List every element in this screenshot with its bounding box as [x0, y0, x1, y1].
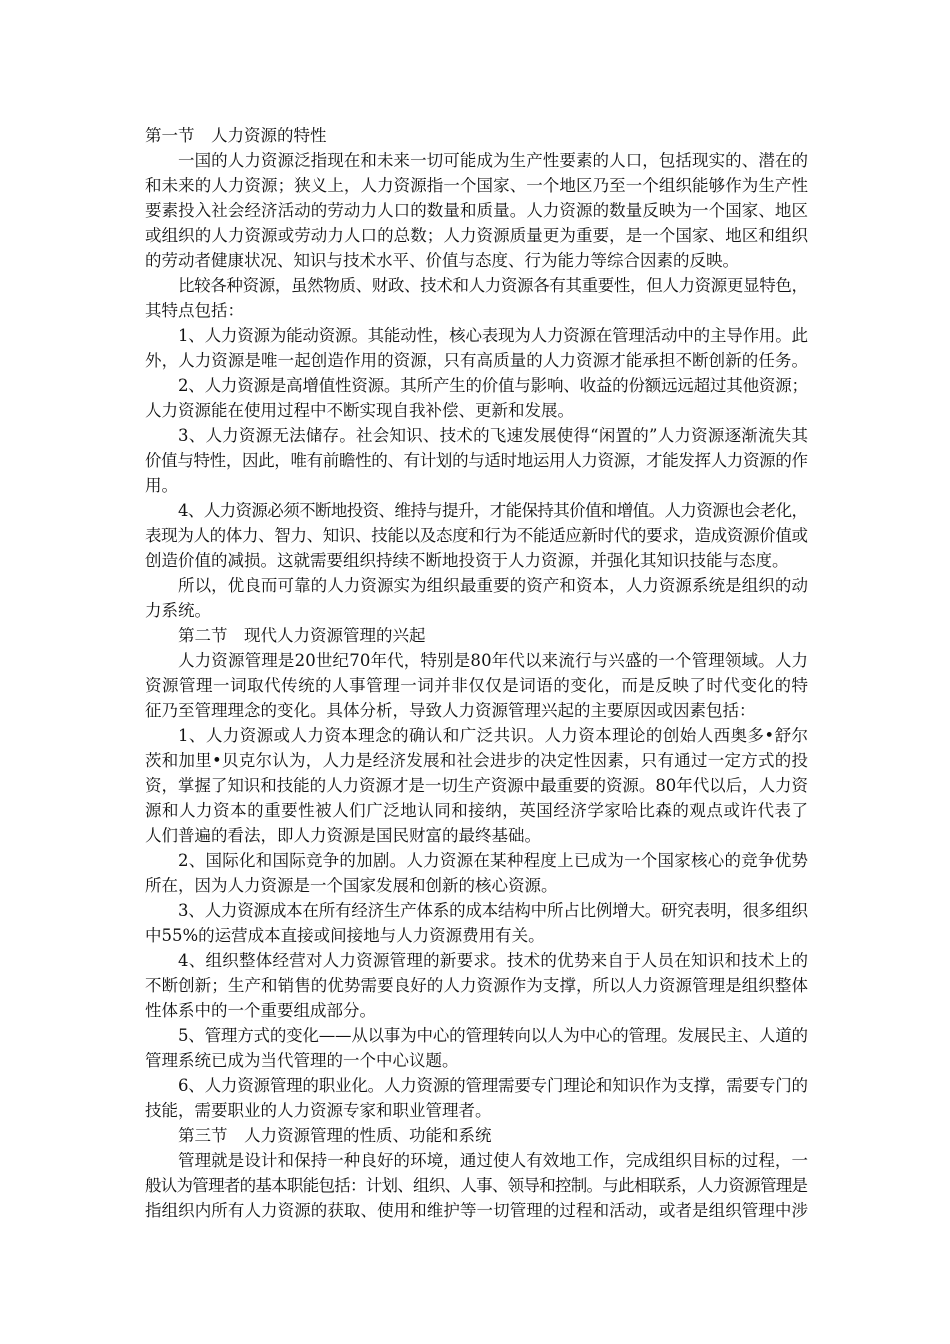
paragraph-line: 般认为管理者的基本职能包括：计划、组织、人事、领导和控制。与此相联系，人力资源管理是 — [145, 1176, 808, 1195]
paragraph — [145, 323, 808, 373]
paragraph-line: 用。 — [145, 476, 178, 495]
paragraph-line: 创造价值的减损。这就需要组织持续不断地投资于人力资源，并强化其知识技能与态度。 — [145, 551, 789, 570]
paragraph-line: 2、人力资源是高增值性资源。其所产生的价值与影响、收益的份额远远超过其他资源； — [178, 376, 808, 395]
paragraph — [145, 573, 808, 623]
paragraph-line: 资，掌握了知识和技能的人力资源才是一切生产资源中最重要的资源。80年代以后，人力资 — [145, 776, 808, 795]
paragraph-line: 的劳动者健康状况、知识与技术水平、价值与态度、行为能力等综合因素的反映。 — [145, 251, 739, 270]
paragraph-line: 所在，因为人力资源是一个国家发展和创新的核心资源。 — [145, 876, 558, 895]
paragraph — [145, 373, 808, 423]
paragraph-line: 3、人力资源无法储存。社会知识、技术的飞速发展使得“闲置的”人力资源逐渐流失其 — [178, 426, 809, 445]
paragraph — [145, 898, 808, 948]
paragraph-line: 人力资源能在使用过程中不断实现自我补偿、更新和发展。 — [145, 401, 574, 420]
paragraph — [145, 648, 808, 723]
paragraph-line: 3、人力资源成本在所有经济生产体系的成本结构中所占比例增大。研究表明，很多组织 — [178, 901, 808, 920]
paragraph — [145, 1148, 808, 1223]
paragraph-line: 管理就是设计和保持一种良好的环境，通过使人有效地工作，完成组织目标的过程，一 — [178, 1151, 809, 1170]
paragraph-line: 4、组织整体经营对人力资源管理的新要求。技术的优势来自于人员在知识和技术上的 — [178, 951, 809, 970]
paragraph-line: 一国的人力资源泛指现在和未来一切可能成为生产性要素的人口，包括现实的、潜在的 — [178, 151, 809, 170]
paragraph-line: 价值与特性，因此，唯有前瞻性的、有计划的与适时地运用人力资源，才能发挥人力资源的作 — [145, 451, 808, 470]
document-body — [145, 123, 808, 1223]
paragraph-line: 茨和加里•贝克尔认为，人力是经济发展和社会进步的决定性因素，只有通过一定方式的投 — [145, 751, 809, 770]
paragraph-line: 1、人力资源为能动资源。其能动性，核心表现为人力资源在管理活动中的主导作用。此 — [178, 326, 808, 345]
paragraph-line: 1、人力资源或人力资本理念的确认和广泛共识。人力资本理论的创始人西奥多•舒尔 — [178, 726, 809, 745]
paragraph-line: 不断创新；生产和销售的优势需要良好的人力资源作为支撑，所以人力资源管理是组织整体 — [145, 976, 809, 995]
paragraph-line: 管理系统已成为当代管理的一个中心议题。 — [145, 1051, 459, 1070]
section-heading: 第三节 人力资源管理的性质、功能和系统 — [178, 1126, 492, 1145]
paragraph-line: 或组织的人力资源或劳动力人口的总数；人力资源质量更为重要，是一个国家、地区和组织 — [145, 226, 809, 245]
paragraph-line: 4、人力资源必须不断地投资、维持与提升，才能保持其价值和增值。人力资源也会老化， — [178, 501, 808, 520]
paragraph-line: 性体系中的一个重要组成部分。 — [145, 1001, 376, 1020]
paragraph-line: 表现为人的体力、智力、知识、技能以及态度和行为不能适应新时代的要求，造成资源价值或 — [145, 526, 808, 545]
section-heading: 第二节 现代人力资源管理的兴起 — [178, 626, 426, 645]
paragraph-line: 和未来的人力资源；狭义上，人力资源指一个国家、一个地区乃至一个组织能够作为生产性 — [145, 176, 809, 195]
paragraph-line: 人们普遍的看法，即人力资源是国民财富的最终基础。 — [145, 826, 541, 845]
paragraph-line: 所以，优良而可靠的人力资源实为组织最重要的资产和资本，人力资源系统是组织的动 — [178, 576, 809, 595]
paragraph-line: 其特点包括： — [145, 301, 244, 320]
paragraph-line: 人力资源管理是20世纪70年代，特别是80年代以来流行与兴盛的一个管理领域。人力 — [178, 651, 809, 670]
paragraph-line: 源和人力资本的重要性被人们广泛地认同和接纳，英国经济学家哈比森的观点或许代表了 — [145, 801, 809, 820]
paragraph — [145, 848, 808, 898]
paragraph-line: 要素投入社会经济活动的劳动力人口的数量和质量。人力资源的数量反映为一个国家、地区 — [145, 201, 809, 220]
paragraph — [145, 948, 808, 1023]
section-heading: 第一节 人力资源的特性 — [145, 126, 327, 145]
paragraph-line: 6、人力资源管理的职业化。人力资源的管理需要专门理论和知识作为支撑，需要专门的 — [178, 1076, 808, 1095]
paragraph-line: 比较各种资源，虽然物质、财政、技术和人力资源各有其重要性，但人力资源更显特色， — [178, 276, 808, 295]
paragraph — [145, 498, 808, 573]
paragraph — [145, 148, 808, 273]
paragraph — [145, 1073, 808, 1123]
paragraph-line: 2、国际化和国际竞争的加剧。人力资源在某种程度上已成为一个国家核心的竞争优势 — [178, 851, 809, 870]
paragraph-line: 中55%的运营成本直接或间接地与人力资源费用有关。 — [145, 926, 545, 945]
paragraph-line: 力系统。 — [145, 601, 211, 620]
paragraph-line: 外，人力资源是唯一起创造作用的资源，只有高质量的人力资源才能承担不断创新的任务。 — [145, 351, 809, 370]
paragraph — [145, 1023, 808, 1073]
paragraph-line: 指组织内所有人力资源的获取、使用和维护等一切管理的过程和活动，或者是组织管理中涉 — [145, 1201, 809, 1220]
paragraph-line: 5、管理方式的变化——从以事为中心的管理转向以人为中心的管理。发展民主、人道的 — [178, 1026, 808, 1045]
paragraph-line: 技能，需要职业的人力资源专家和职业管理者。 — [145, 1101, 492, 1120]
paragraph — [145, 423, 808, 498]
paragraph-line: 征乃至管理理念的变化。具体分析，导致人力资源管理兴起的主要原因或因素包括： — [145, 701, 756, 720]
paragraph-line: 资源管理一词取代传统的人事管理一词并非仅仅是词语的变化，而是反映了时代变化的特 — [145, 676, 809, 695]
paragraph — [145, 723, 808, 848]
paragraph — [145, 273, 808, 323]
